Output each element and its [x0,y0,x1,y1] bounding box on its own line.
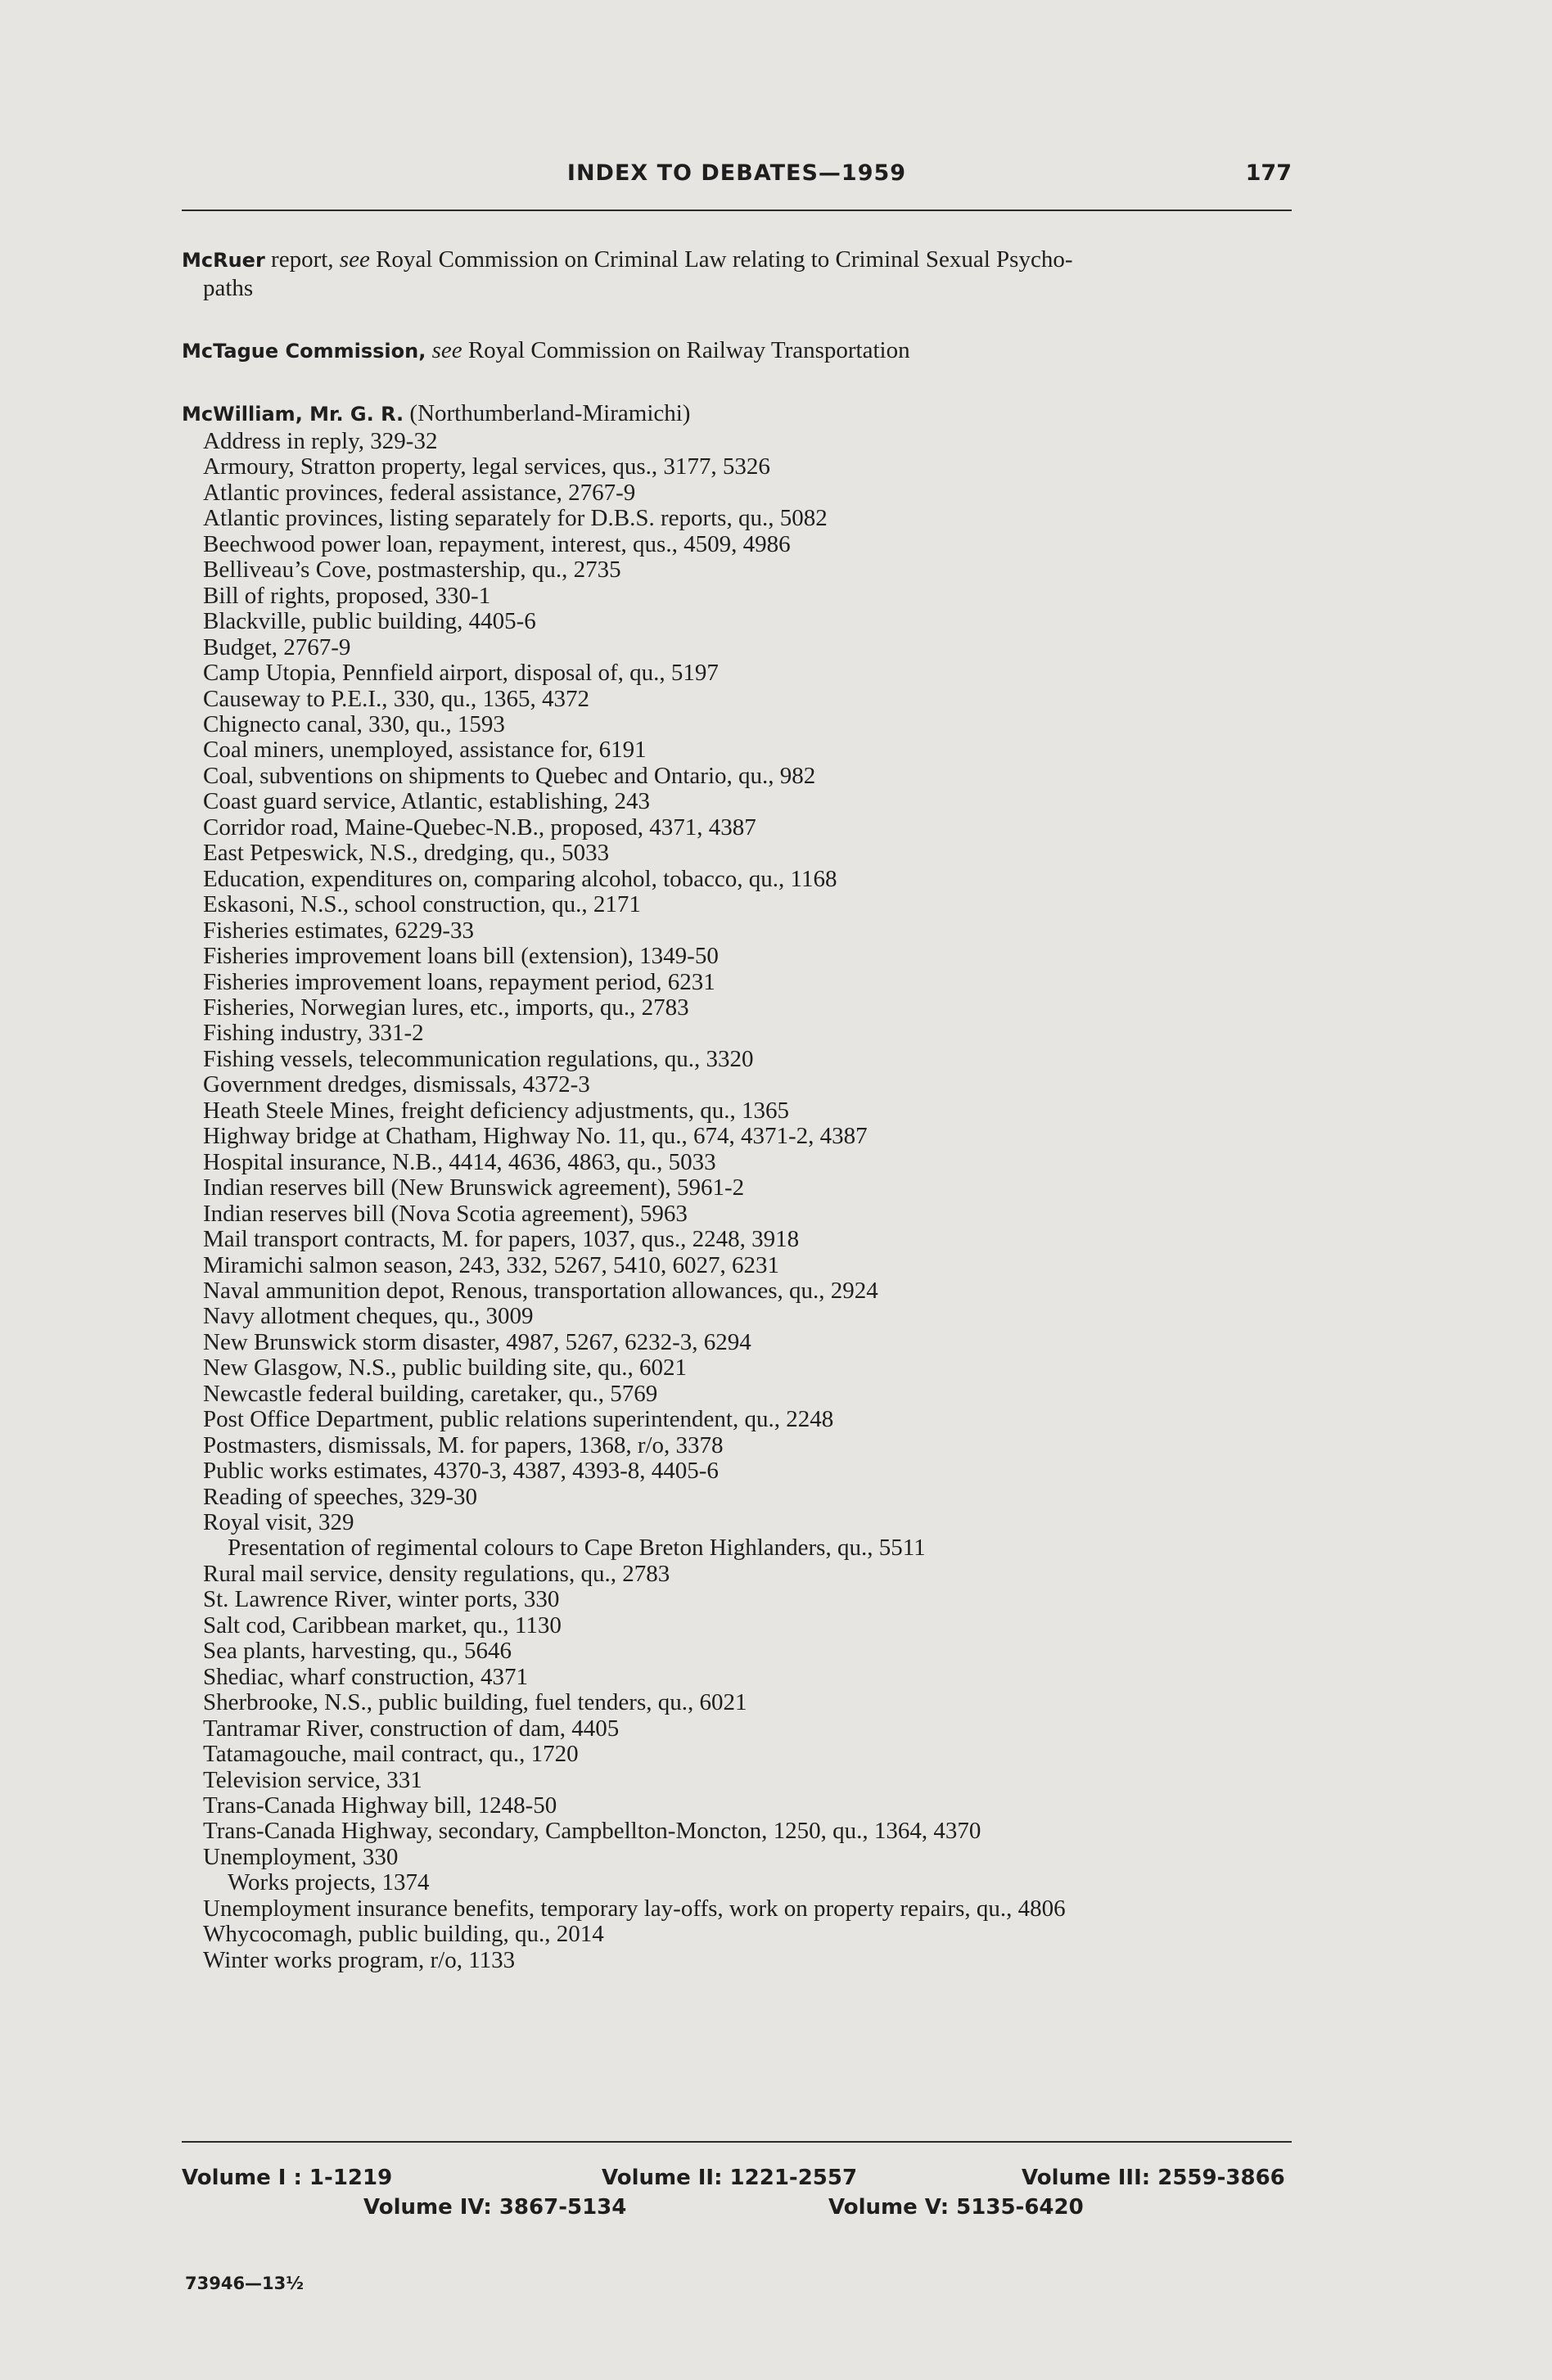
subentry-item: Fisheries improvement loans, repayment period, 6231 [203,968,715,995]
subentry-item: Armoury, Stratton property, legal services, qus., 3177, 5326 [203,453,770,480]
subentry-item: Unemployment insurance benefits, temporary lay-offs, work on property repairs, qu., 4806 [203,1895,1066,1922]
page-number: 177 [1245,160,1292,186]
entry-continuation: paths [203,275,254,301]
subentry-item: Fisheries improvement loans bill (extension), 1349-50 [203,943,719,970]
entry-heading: McRuer [182,249,265,272]
volume-2: Volume II: 1221-2557 [602,2166,858,2190]
subentry-item: Corridor road, Maine-Quebec-N.B., proposed, 4371, 4387 [203,814,756,841]
subentry-item: Newcastle federal building, caretaker, qu., 5769 [203,1380,658,1407]
subentry-list [182,429,1328,1973]
subentry-item: Education, expenditures on, comparing alcohol, tobacco, qu., 1168 [203,865,837,892]
entry-text: report, [264,246,340,273]
subentry-item: Address in reply, 329-32 [203,428,438,454]
subentry-item: Fisheries estimates, 6229-33 [203,917,475,944]
subentry-item: Works projects, 1374 [228,1869,430,1896]
subentry-item: Budget, 2767-9 [203,633,351,660]
header-rule [182,210,1292,211]
subentry-item: Reading of speeches, 329-30 [203,1483,478,1510]
entry-heading: McWilliam, Mr. G. R. [182,403,404,426]
volume-4: Volume IV: 3867-5134 [363,2195,627,2220]
subentry-item: Blackville, public building, 4405-6 [203,608,536,635]
subentry-item: Hospital insurance, N.B., 4414, 4636, 4863, qu., 5033 [203,1148,716,1175]
subentry-item: Bill of rights, proposed, 330-1 [203,582,491,609]
volume-5: Volume V: 5135-6420 [828,2195,1084,2220]
subentry-item: Camp Utopia, Pennfield airport, disposal of, qu., 5197 [203,660,719,687]
subentry-item: East Petpeswick, N.S., dredging, qu., 5033 [203,840,610,867]
subentry-item: New Brunswick storm disaster, 4987, 5267, 6232-3, 6294 [203,1328,751,1355]
subentry-item: Royal visit, 329 [203,1509,354,1536]
subentry-item: Television service, 331 [203,1766,422,1793]
subentry-item: Government dredges, dismissals, 4372-3 [203,1071,590,1098]
subentry-item: Trans-Canada Highway bill, 1248-50 [203,1792,557,1819]
index-entry-mcruer [182,246,1328,302]
print-code: 73946—13½ [185,2274,305,2293]
subentry-item: Winter works program, r/o, 1133 [203,1946,516,1973]
subentry-item: Mail transport contracts, M. for papers, 1037, qus., 2248, 3918 [203,1226,800,1253]
volume-3: Volume III: 2559-3866 [1022,2166,1285,2190]
subentry-item: Miramichi salmon season, 243, 332, 5267, 5410, 6027, 6231 [203,1251,780,1278]
subentry-item: Unemployment, 330 [203,1843,399,1870]
subentry-item: Indian reserves bill (Nova Scotia agreement), 5963 [203,1200,688,1227]
subentry-item: Indian reserves bill (New Brunswick agreement), 5961-2 [203,1174,745,1201]
page-header [182,160,1292,201]
subentry-item: Salt cod, Caribbean market, qu., 1130 [203,1611,562,1639]
subentry-item: Whycocomagh, public building, qu., 2014 [203,1921,604,1948]
subentry-item: Sea plants, harvesting, qu., 5646 [203,1638,512,1665]
index-entry-mctague [182,336,1328,365]
subentry-item: Post Office Department, public relations superintendent, qu., 2248 [203,1406,834,1433]
subentry-item: Coal, subventions on shipments to Quebec and Ontario, qu., 982 [203,762,816,789]
subentry-item: Public works estimates, 4370-3, 4387, 4393-8, 4405-6 [203,1458,719,1485]
entry-heading: McTague Commission, [182,340,426,363]
subentry-item: Tatamagouche, mail contract, qu., 1720 [203,1741,579,1768]
see-reference: see [431,337,462,363]
running-title: INDEX TO DEBATES—1959 [566,160,907,186]
subentry-item: Fishing industry, 331-2 [203,1020,424,1047]
subentry-item: Postmasters, dismissals, M. for papers, 1368, r/o, 3378 [203,1431,724,1458]
subentry-item: Causeway to P.E.I., 330, qu., 1365, 4372 [203,685,590,712]
subentry-item: Atlantic provinces, federal assistance, 2767-9 [203,479,636,506]
subentry-item: Navy allotment cheques, qu., 3009 [203,1303,534,1330]
subentry-item: Beechwood power loan, repayment, interest, qus., 4509, 4986 [203,530,791,557]
subentry-item: Sherbrooke, N.S., public building, fuel tenders, qu., 6021 [203,1689,747,1716]
index-entry-mcwilliam [182,399,1328,428]
subentry-item: Eskasoni, N.S., school construction, qu., 2171 [203,891,641,918]
subentry-item: Tantramar River, construction of dam, 4405 [203,1715,620,1742]
subentry-item: Fisheries, Norwegian lures, etc., imports, qu., 2783 [203,994,689,1021]
subentry-item: Naval ammunition depot, Renous, transportation allowances, qu., 2924 [203,1277,878,1304]
volume-1: Volume I : 1-1219 [182,2166,393,2190]
index-content [182,246,1328,1973]
entry-text: (Northumberland-Miramichi) [404,400,691,426]
subentry-item: Rural mail service, density regulations, qu., 2783 [203,1560,670,1587]
subentry-item: Trans-Canada Highway, secondary, Campbellton-Moncton, 1250, qu., 1364, 4370 [203,1818,981,1845]
subentry-item: Heath Steele Mines, freight deficiency adjustments, qu., 1365 [203,1097,789,1124]
subentry-item: New Glasgow, N.S., public building site, qu., 6021 [203,1355,687,1382]
subentry-item: Coast guard service, Atlantic, establishing, 243 [203,788,651,815]
footer-rule [182,2141,1292,2143]
subentry-item: Shediac, wharf construction, 4371 [203,1663,529,1690]
subentry-item: Fishing vessels, telecommunication regulations, qu., 3320 [203,1045,754,1072]
subentry-item: Presentation of regimental colours to Cape Breton Highlanders, qu., 5511 [228,1535,926,1562]
see-reference: see [339,246,370,273]
entry-spacer [182,302,1328,336]
entry-text: Royal Commission on Railway Transportation [462,337,910,363]
subentry-item: Highway bridge at Chatham, Highway No. 11, qu., 674, 4371-2, 4387 [203,1123,868,1150]
entry-text: Royal Commission on Criminal Law relating to Criminal Sexual Psycho- [369,246,1073,273]
subentry-item: Belliveau’s Cove, postmastership, qu., 2735 [203,557,621,584]
subentry-item: Atlantic provinces, listing separately for D.B.S. reports, qu., 5082 [203,505,828,532]
subentry-item: Chignecto canal, 330, qu., 1593 [203,710,505,737]
entry-spacer [182,365,1328,399]
subentry-item: Coal miners, unemployed, assistance for, 6191 [203,737,647,764]
entry-text [426,337,431,363]
subentry-item: St. Lawrence River, winter ports, 330 [203,1586,560,1613]
